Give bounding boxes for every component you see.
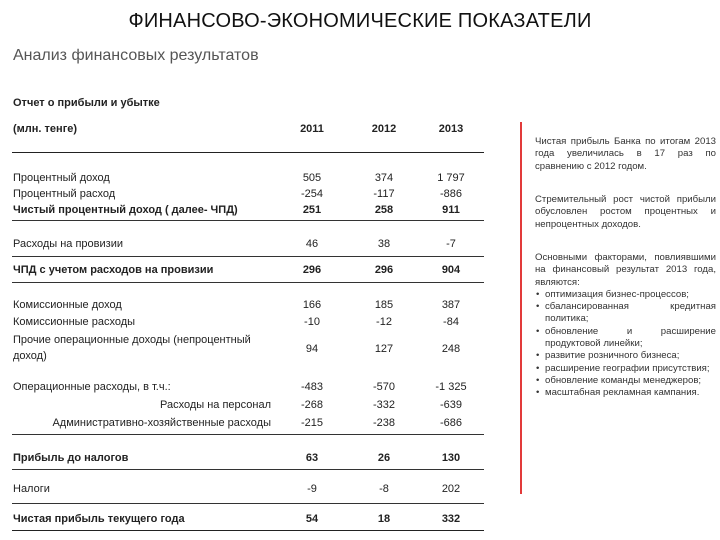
value-2012: 18 [377,513,391,525]
value-2012: -12 [376,316,392,328]
row-rule [12,503,484,504]
year-header-2012: 2012 [371,123,397,135]
side-paragraph-2: Стремительный рост чистой прибыли обусловлен ростом процентных и непроцентных доходов. [535,194,716,230]
row-label: Комиссионные доход [13,299,122,311]
value-2013: -1 325 [435,381,467,393]
value-2013: 248 [441,343,461,355]
units-label: (млн. тенге) [13,123,78,135]
value-2013: 911 [442,204,460,216]
value-2013: 904 [441,264,461,276]
row-rule [12,469,484,470]
row-label-continuation: доход) [13,350,47,362]
value-2012: 185 [374,299,394,311]
row-rule [12,282,484,283]
list-item: • развитие розничного бизнеса; [545,350,716,362]
row-label: Налоги [13,483,50,495]
value-2012: -117 [373,188,395,200]
factors-intro: Основными факторами, повлиявшими на финансовый результат 2013 года, являются: [535,252,716,288]
side-paragraph-3 [535,252,716,400]
value-2011: -215 [300,417,324,429]
list-item: • оптимизация бизнес-процессов; [545,289,716,301]
value-2012: 127 [374,343,394,355]
value-2011: -254 [300,188,324,200]
value-2012: 374 [374,172,394,184]
value-2012: -238 [372,417,396,429]
row-label: Процентный расход [13,188,116,200]
header-rule [12,152,484,153]
value-2013: 332 [441,513,461,525]
value-2011: 63 [305,452,319,464]
value-2012: 38 [377,238,391,250]
value-2011: -483 [300,381,324,393]
value-2011: 166 [302,299,322,311]
value-2013: -84 [443,316,459,328]
row-label: Операционные расходы, в т.ч.: [13,381,171,393]
red-divider [520,122,522,494]
row-label: Прибыль до налогов [13,452,129,464]
value-2011: 296 [302,264,322,276]
report-title: Отчет о прибыли и убытке [13,97,160,109]
value-2011: 54 [305,513,319,525]
row-label: Прочие операционные доходы (непроцентный [13,334,251,346]
value-2013: -886 [439,188,463,200]
value-2011: -9 [307,483,317,495]
row-label: Комиссионные расходы [13,316,136,328]
side-paragraph-1: Чистая прибыль Банка по итогам 2013 года увеличилась в 17 раз по сравнению с 2012 годом. [535,136,716,172]
value-2012: -332 [372,399,396,411]
value-2012: 258 [374,204,394,216]
row-label: Расходы на провизии [13,238,123,250]
page-title: ФИНАНСОВО-ЭКОНОМИЧЕСКИЕ ПОКАЗАТЕЛИ [128,10,592,32]
value-2012: -570 [372,381,396,393]
value-2012: 26 [377,452,391,464]
value-2013: 130 [441,452,461,464]
row-label: Чистый процентный доход ( далее- ЧПД) [13,204,238,216]
value-2013: 387 [441,299,461,311]
row-label: Чистая прибыль текущего года [13,513,185,525]
row-label: Процентный доход [13,172,110,184]
row-label: Административно-хозяйственные расходы [52,417,271,429]
list-item: • обновление команды менеджеров; [545,375,716,387]
value-2011: -10 [304,316,320,328]
list-item: • расширение географии присутствия; [545,363,716,375]
value-2011: 505 [302,172,322,184]
row-label: ЧПД с учетом расходов на провизии [13,264,214,276]
row-label: Расходы на персонал [159,399,271,411]
value-2013: 202 [441,483,461,495]
value-2013: -686 [439,417,463,429]
row-rule [12,220,484,221]
row-rule [12,530,484,531]
list-item: • обновление и расширение продуктовой линейки; [545,326,716,351]
list-item: • сбалансированная кредитная политика; [545,301,716,326]
year-header-2013: 2013 [438,123,464,135]
section-subtitle: Анализ финансовых результатов [13,47,259,64]
value-2013: 1 797 [437,172,465,184]
row-rule [12,256,484,257]
row-rule [12,434,484,435]
value-2013: -7 [446,238,456,250]
value-2011: 94 [305,343,319,355]
value-2011: 46 [305,238,319,250]
factors-list [535,289,716,400]
year-header-2011: 2011 [300,123,324,135]
list-item: • масштабная рекламная кампания. [545,387,716,399]
value-2011: 251 [302,204,322,216]
value-2012: -8 [379,483,389,495]
value-2011: -268 [300,399,324,411]
value-2013: -639 [439,399,463,411]
value-2012: 296 [374,264,394,276]
